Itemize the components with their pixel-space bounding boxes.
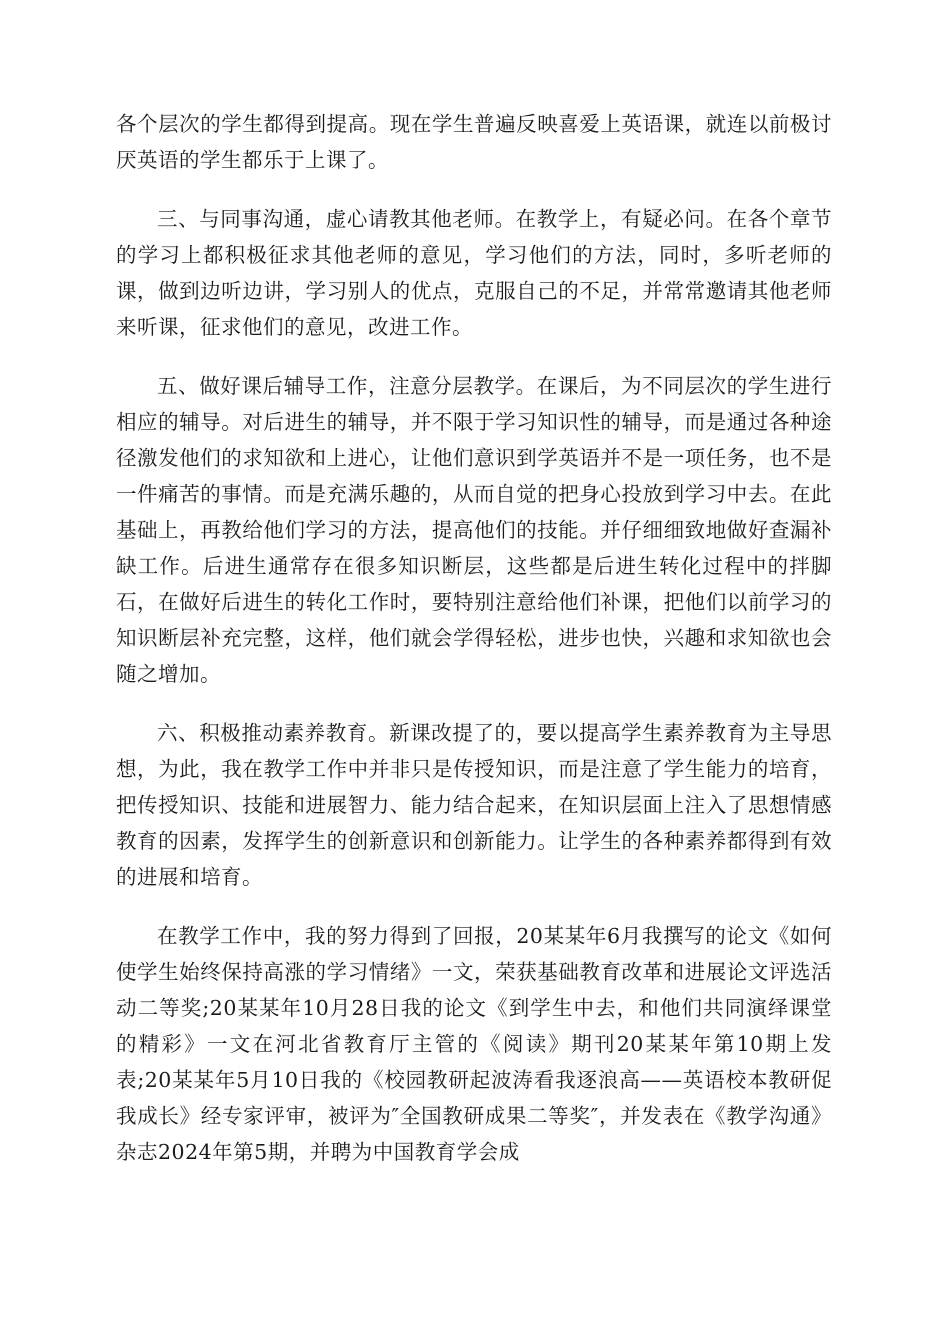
paragraph-after-class-tutoring: 五、做好课后辅导工作，注意分层教学。在课后，为不同层次的学生进行相应的辅导。对后进生的辅导，并不限于学习知识性的辅导，而是通过各种途径激发他们的求知欲和上进心，让他们意识到学英语并不是一项任务，也不是一件痛苦的事情。而是充满乐趣的，从而自觉的把身心投放到学习中去。在此基础上，再教给他们学习的方法，提高他们的技能。并仔细细致地做好查漏补缺工作。后进生通常存在很多知识断层，这些都是后进生转化过程中的拌脚石，在做好后进生的转化工作时，要特别注意给他们补课，把他们以前学习的知识断层补充完整，这样，他们就会学得轻松，进步也快，兴趣和求知欲也会随之增加。 (116, 374, 832, 686)
paragraph-colleague-communication: 三、与同事沟通，虚心请教其他老师。在教学上，有疑必问。在各个章节的学习上都积极征求其他老师的意见，学习他们的方法，同时，多听老师的课，做到边听边讲，学习别人的优点，克服自己的不足，并常常邀请其他老师来听课，征求他们的意见，改进工作。 (116, 207, 832, 339)
paragraph-quality-education: 六、积极推动素养教育。新课改提了的，要以提高学生素养教育为主导思想，为此，我在教学工作中并非只是传授知识，而是注意了学生能力的培育，把传授知识、技能和进展智力、能力结合起来，在知识层面上注入了思想情感教育的因素，发挥学生的创新意识和创新能力。让学生的各种素养都得到有效的进展和培育。 (116, 721, 832, 889)
paragraph-achievements: 在教学工作中，我的努力得到了回报，20某某年6月我撰写的论文《如何使学生始终保持高涨的学习情绪》一文，荣获基础教育改革和进展论文评选活动二等奖;20某某年10月28日我的论文《到学生中去，和他们共同演绎课堂的精彩》一文在河北省教育厅主管的《阅读》期刊20某某年第10期上发表;20某某年5月10日我的《校园教研起波涛看我逐浪高——英语校本教研促我成长》经专家评审，被评为″全国教研成果二等奖″，并发表在《教学沟通》杂志2024年第5期，并聘为中国教育学会成 (116, 924, 832, 1164)
paragraph-continuation: 各个层次的学生都得到提高。现在学生普遍反映喜爱上英语课，就连以前极讨厌英语的学生都乐于上课了。 (116, 112, 832, 172)
